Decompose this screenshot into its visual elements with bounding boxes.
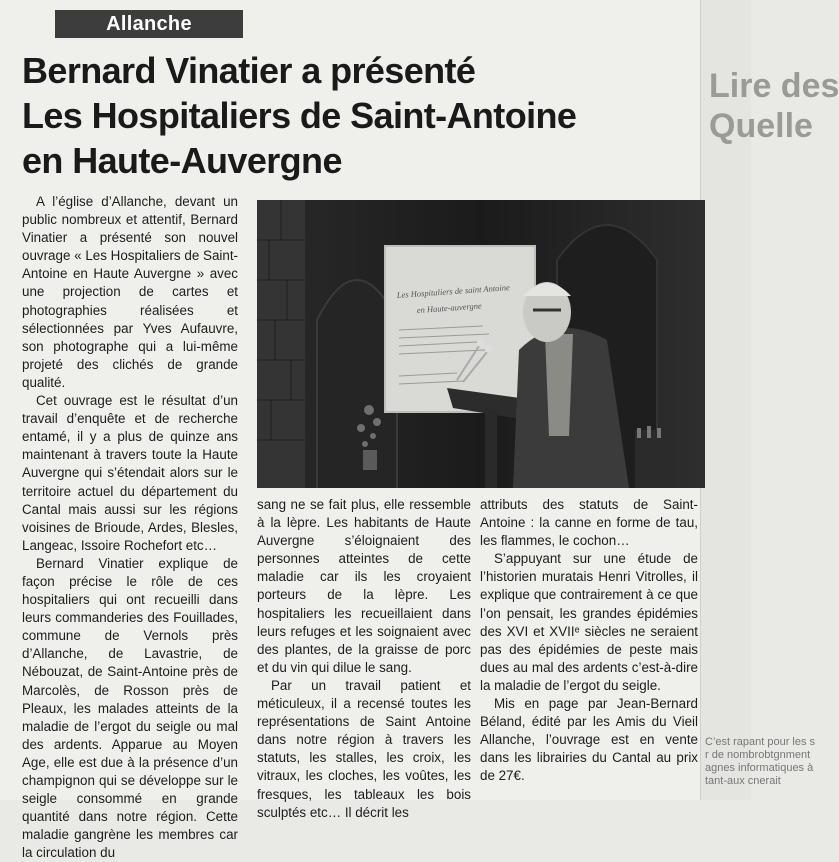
slide-title: Les Hospitaliers de saint Antoine <box>396 282 511 300</box>
neighbor-body-line: r de nombrobtgnment <box>705 749 811 761</box>
neighbor-body-line: tant-aux cnerait <box>705 775 781 787</box>
neighbor-body-line: C’est rapant pour les s <box>705 736 816 748</box>
headline-line: Bernard Vinatier a présenté <box>22 50 476 91</box>
neighbor-body <box>705 736 825 788</box>
paragraph: sang ne se fait plus, elle ressemble à la lèpre. Les habitants de Haute Auvergne s’éloignaient des personnes atteintes de cette maladie car ils les croyaient porteurs de la lèpre. Les hospitaliers les recueillaient dans leurs refuges et les soignaient avec des plantes, de la graisse de porc et du vin qui dilue le sang. <box>257 497 471 675</box>
slide-title: en Haute-auvergne <box>416 300 483 315</box>
neighbor-headline-line: Quelle <box>709 107 813 145</box>
neighbor-headline <box>709 66 839 146</box>
paragraph: Mis en page par Jean-Bernard Béland, édité par les Amis du Vieil Allanche, l’ouvrage est en vente dans les librairies du Cantal au prix de 27€. <box>480 696 698 784</box>
headline-line: en Haute-Auvergne <box>22 140 342 181</box>
article-column-3 <box>480 496 698 786</box>
section-rubric: Allanche <box>55 10 243 38</box>
headline-line: Les Hospitaliers de Saint-Antoine <box>22 95 577 136</box>
article-headline <box>22 48 702 183</box>
paragraph: attributs des statuts de Saint-Antoine : la canne en forme de tau, les flammes, le cochon… <box>480 497 698 549</box>
paragraph: S’appuyant sur une étude de l’historien muratais Henri Vitrolles, il explique que contrairement à ce que l’on pensait, les grandes épidémies des XVI et XVIIᵉ siècles ne seraient pas des épidémies de peste mais dues au mal des ardents c’est-à-dire la maladie de l’ergot du seigle. <box>480 551 698 693</box>
article-column-2 <box>257 496 471 822</box>
paragraph: Cet ouvrage est le résultat d’un travail d’enquête et de recherche entamé, il y a plus de quinze ans maintenant à travers toute la Haute Auvergne qui s’étendait alors sur le territoire actuel du département du Cantal mais aussi sur les régions voisines de Brioude, Ardes, Blesles, Langeac, Issoire Rochefort etc… <box>22 393 238 553</box>
neighbor-article-fragment <box>700 0 839 800</box>
paragraph: Bernard Vinatier explique de façon précise le rôle de ces hospitaliers qui ont recueilli dans leurs commanderies des Fouillades, commune de Vernols près d’Allanche, de Lavastrie, de Nébouzat, de Saint-Antoine près de Marcolès, de Rosson près de Pleaux, les malades atteints de la maladie de l’ergot du seigle ou mal des ardents. Apparue au Moyen Age, elle est due à la présence d’un champignon qui se développe sur le seigle consommé en grande quantité dans notre région. Cette maladie gangrène les membres car la circulation du <box>22 555 238 861</box>
article-column-1 <box>22 193 238 862</box>
paragraph: Par un travail patient et méticuleux, il a recensé toutes les représentations de Saint Antoine dans notre région à travers les statuts, les stalles, les croix, les vitraux, les cloches, les voûtes, les fresques, les tableaux les bois sculptés etc… Il décrit les <box>257 677 471 820</box>
paragraph: A l’église d’Allanche, devant un public nombreux et attentif, Bernard Vinatier a présenté son nouvel ouvrage « Les Hospitaliers de Saint-Antoine en Haute Auvergne » avec une projection de cartes et photographies réalisées et sélectionnées par Yves Aufauvre, son photographe qui a lui-même projeté des clichés de grande qualité. <box>22 194 238 390</box>
article-photo <box>257 200 705 488</box>
neighbor-headline-line: Lire des <box>709 67 839 105</box>
neighbor-body-line: agnes informatiques à <box>705 762 814 774</box>
